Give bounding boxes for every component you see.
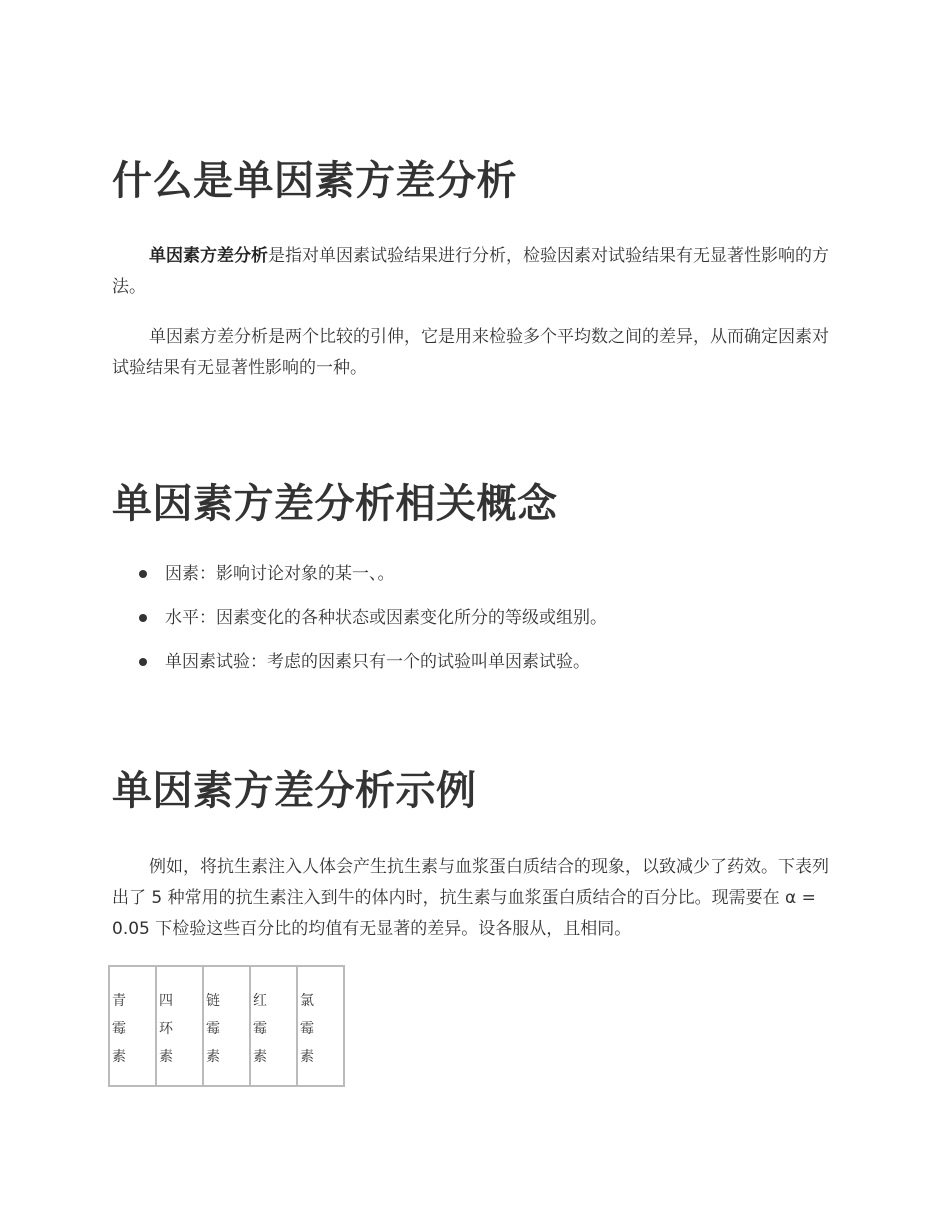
section-title-what-is: 什么是单因素方差分析 — [112, 158, 517, 204]
paragraph-example: 例如，将抗生素注入人体会产生抗生素与血浆蛋白质结合的现象，以致减少了药效。下表列出了 5 种常用的抗生素注入到牛的体内时，抗生素与血浆蛋白质结合的百分比。现需要在 α = 0.05 下检验这些百分比的均值有无显著的差异。设各服从，且相同。 — [112, 857, 829, 939]
section-title-concepts: 单因素方差分析相关概念 — [112, 481, 558, 527]
antibiotic-table — [108, 965, 345, 1087]
definition-text: 是指对单因素试验结果进行分析，检验因素对试验结果有无显著性影响的方法。 — [112, 246, 829, 297]
list-item: 单因素试验：考虑的因素只有一个的试验叫单因素试验。 — [112, 650, 607, 674]
table-header-cell: 红霉素 — [250, 966, 297, 1086]
table-header-cell: 氯霉素 — [297, 966, 344, 1086]
table-header-cell: 青霉素 — [109, 966, 156, 1086]
table-header-cell: 四环素 — [156, 966, 203, 1086]
paragraph-extension: 单因素方差分析是两个比较的引伸，它是用来检验多个平均数之间的差异，从而确定因素对试验结果有无显著性影响的一种。 — [112, 327, 829, 378]
bullet-icon — [139, 658, 147, 666]
concepts-list — [112, 562, 607, 694]
list-item: 因素：影响讨论对象的某一、。 — [112, 562, 607, 586]
list-item: 水平：因素变化的各种状态或因素变化所分的等级或组别。 — [112, 606, 607, 630]
paragraph-definition — [112, 241, 840, 303]
section-title-example: 单因素方差分析示例 — [112, 768, 477, 814]
table-header-cell: 链霉素 — [203, 966, 250, 1086]
definition-term: 单因素方差分析 — [149, 246, 268, 266]
bullet-icon — [139, 614, 147, 622]
table-row — [109, 966, 344, 1086]
bullet-icon — [139, 570, 147, 578]
